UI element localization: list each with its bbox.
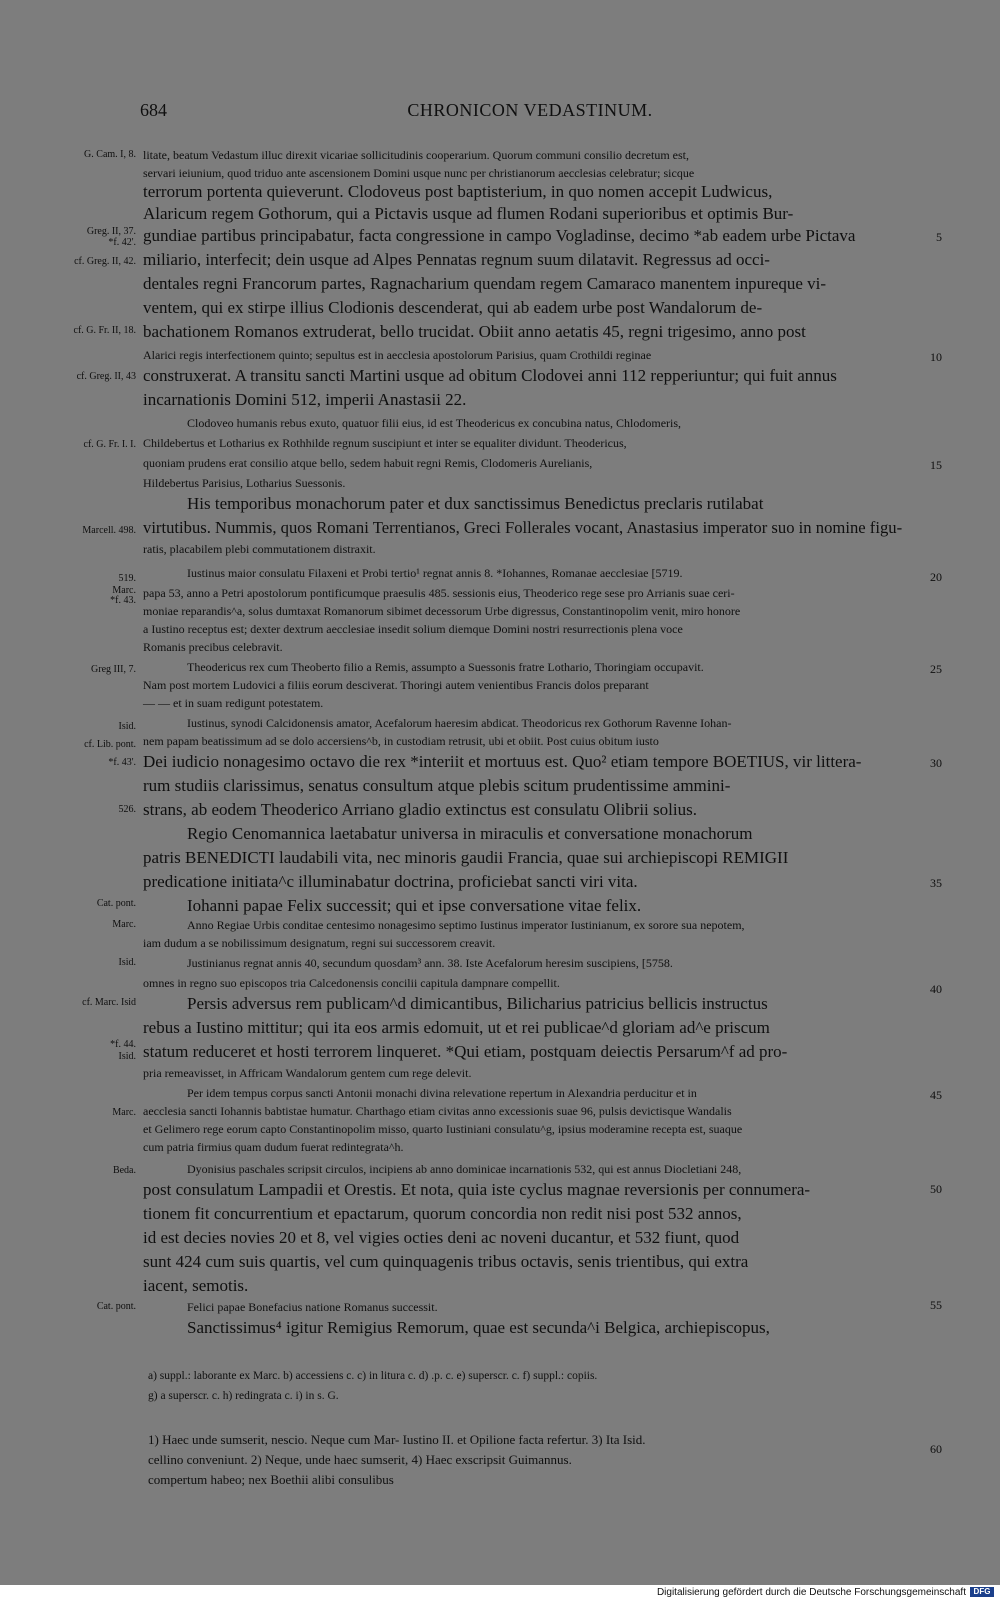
- line-number: 15: [930, 458, 942, 472]
- line-number: 10: [930, 350, 942, 364]
- text-line: bachationem Romanos extruderat, bello trucidat. Obiit anno aetatis 45, regni trigesimo, anno post: [143, 322, 806, 341]
- margin-note: Isid.: [118, 721, 136, 732]
- text-line: omnes in regno suo episcopos tria Calcedonensis concilii capitula dampnare compellit.: [143, 976, 560, 990]
- line-number: 30: [930, 756, 942, 770]
- text-line: His temporibus monachorum pater et dux sanctissimus Benedictus preclaris rutilabat: [187, 494, 764, 513]
- text-line: tionem fit concurrentium et epactarum, quorum concordia non redit nisi post 532 annos,: [143, 1204, 742, 1223]
- text-line: aecclesia sancti Iohannis babtistae humatur. Charthago etiam civitas anno excessionis suae 96, pulsis devictisque Wandalis: [143, 1104, 732, 1118]
- text-line: sunt 424 cum suis quartis, vel cum quinquagenis tribus octavis, senis trientibus, qui extra: [143, 1252, 749, 1271]
- text-line: dentales regni Francorum partes, Ragnacharium quendam regem Camaraco manentem inpureque vi-: [143, 274, 827, 293]
- text-line: construxerat. A transitu sancti Martini usque ad obitum Clodovei anni 112 repperiuntur; qui fuit annus: [143, 366, 837, 385]
- text-line: miliario, interfecit; dein usque ad Alpes Pennatas regnum suum dilatavit. Regressus ad occi-: [143, 250, 770, 269]
- text-line: Nam post mortem Ludovici a filiis eorum desciverat. Thoringi autem venientibus Francis dolos preparant: [143, 678, 649, 692]
- text-line: iam dudum a se nobilissimum designatum, regni sui successorem creavit.: [143, 936, 496, 950]
- text-line: Persis adversus rem publicam^d dimicantibus, Bilicharius patricius bellicis instructus: [187, 994, 768, 1013]
- text-line: rum studiis clarissimus, senatus consultum atque plebis scitum prudentissime ammini-: [143, 776, 731, 795]
- text-line: Alaricum regem Gothorum, qui a Pictavis usque ad flumen Rodani superioribus et optimis Bur-: [143, 204, 794, 223]
- text-line: Dyonisius paschales scripsit circulos, incipiens ab anno dominicae incarnationis 532, qui est annus Diocletiani 248,: [187, 1162, 742, 1176]
- margin-note: cf. Marc. Isid: [82, 997, 136, 1008]
- line-number: 20: [930, 570, 942, 584]
- text-line: Romanis precibus celebravit.: [143, 640, 283, 654]
- text-line: Dei iudicio nonagesimo octavo die rex *interiit et mortuus est. Quo² etiam tempore BOETIUS, vir littera-: [143, 752, 862, 771]
- margin-note: 519.: [118, 573, 136, 584]
- margin-note: *f. 44.: [110, 1039, 136, 1050]
- text-line: cum patria firmius quam dudum fuerat redintegrata^h.: [143, 1140, 404, 1154]
- text-line: Theodericus rex cum Theoberto filio a Remis, assumpto a Suessonis fratre Lothario, Thoringiam occupavit.: [187, 660, 704, 674]
- text-line: Iohanni papae Felix successit; qui et ipse conversatione vitae felix.: [187, 896, 642, 915]
- text-line: et Gelimero rege eorum capto Constantinopolim misso, quarto Iustiniani consulatu^g, ipsius moderamine recepta est, suaque: [143, 1122, 743, 1136]
- apparatus-line: g) a superscr. c. h) redingrata c. i) in s. G.: [148, 1390, 339, 1402]
- text-line: Hildebertus Parisius, Lotharius Suessonis.: [143, 476, 346, 490]
- text-line: incarnationis Domini 512, imperii Anastasii 22.: [143, 390, 467, 409]
- margin-note: Greg. II, 37.: [86, 226, 136, 237]
- margin-note: Greg III, 7.: [91, 664, 136, 675]
- text-line: post consulatum Lampadii et Orestis. Et nota, quia iste cyclus magnae reversionis per connumera-: [143, 1180, 811, 1199]
- line-number: 25: [930, 662, 942, 676]
- line-number: 55: [930, 1298, 942, 1312]
- text-line: strans, ab eodem Theoderico Arriano gladio extinctus est consulatu Olibrii solius.: [143, 800, 697, 819]
- apparatus-line: a) suppl.: laborante ex Marc. b) accessiens c. c) in litura c. d) .p. c. e) superscr. c. f) suppl.: copiis.: [148, 1370, 598, 1382]
- line-number: 5: [936, 230, 942, 244]
- margin-note: Marc.: [112, 585, 136, 596]
- line-number: 35: [930, 876, 942, 890]
- text-line: patris BENEDICTI laudabili vita, nec minoris gaudii Francia, quae sui archiepiscopi REMIGII: [143, 848, 789, 867]
- text-line: servari ieiunium, quod triduo ante ascensionem Domini usque nunc per christianorum aecclesias celebratur; sicque: [143, 166, 695, 180]
- margin-note: Marcell. 498.: [82, 525, 136, 536]
- text-line: Childebertus et Lotharius ex Rothhilde regnum suscipiunt et inter se equaliter dividunt. Theodericus,: [143, 436, 627, 450]
- margin-note: Marc.: [112, 1107, 136, 1118]
- text-line: gundiae partibus principabatur, facta congressione in campo Vogladinse, decimo *ab eadem urbe Pictava: [143, 226, 856, 245]
- line-number: 40: [930, 982, 942, 996]
- line-number: 60: [930, 1442, 942, 1456]
- margin-note: cf. Lib. pont.: [84, 739, 136, 750]
- margin-note: cf. Greg. II, 42.: [74, 256, 136, 267]
- text-line: papa 53, anno a Petri apostolorum pontificumque praesulis 485. sessionis eius, Theoderico rege sese pro Arrianis suae ceri-: [143, 586, 735, 600]
- margin-note: cf. Greg. II, 43: [76, 371, 136, 382]
- text-line: virtutibus. Nummis, quos Romani Terrentianos, Greci Follerales vocant, Anastasius imperator suo in nomine figu-: [143, 518, 903, 537]
- running-title: CHRONICON VEDASTINUM.: [407, 100, 653, 120]
- margin-note: cf. G. Fr. II, 18.: [73, 325, 136, 336]
- text-line: rebus a Iustino mittitur; qui ita eos armis edomuit, ut et rei publicae^d gloriam ad^e priscum: [143, 1018, 770, 1037]
- line-number: 50: [930, 1182, 942, 1196]
- line-number: 45: [930, 1088, 942, 1102]
- text-line: terrorum portenta quieverunt. Clodoveus post baptisterium, in quo nomen accepit Ludwicus,: [143, 182, 773, 201]
- margin-note: Cat. pont.: [96, 1301, 136, 1312]
- margin-note: cf. G. Fr. I. I.: [83, 439, 136, 450]
- footnote-line: cellino conveniunt. 2) Neque, unde haec sumserit, 4) Haec exscripsit Guimannus.: [148, 1452, 572, 1467]
- text-line: Anno Regiae Urbis conditae centesimo nonagesimo septimo Iustinus imperator Iustinianum, ex sorore sua nepotem,: [187, 918, 745, 932]
- text-line: ventem, qui ex stirpe illius Clodionis descenderat, qui ab eadem urbe post Wandalorum de-: [143, 298, 763, 317]
- dfg-logo-icon: DFG: [970, 1587, 994, 1597]
- footnote-line: compertum habeo; nex Boethii alibi consulibus: [148, 1472, 394, 1487]
- margin-note: Isid.: [118, 957, 136, 968]
- text-line: Iustinus, synodi Calcidonensis amator, Acefalorum haeresim abdicat. Theodoricus rex Gothorum Ravenne Iohan-: [187, 716, 732, 730]
- text-line: pria remeavisset, in Affricam Wandalorum gentem cum rege delevit.: [143, 1066, 472, 1080]
- text-line: Sanctissimus⁴ igitur Remigius Remorum, quae est secunda^i Belgica, archiepiscopus,: [187, 1318, 770, 1337]
- text-line: Justinianus regnat annis 40, secundum quosdam³ ann. 38. Iste Acefalorum heresim suscipiens, [5758.: [187, 956, 673, 970]
- margin-note: Marc.: [112, 919, 136, 930]
- text-line: predicatione initiata^c illuminabatur doctrina, proficiebat sancti viri vita.: [143, 872, 638, 891]
- text-line: Regio Cenomannica laetabatur universa in miraculis et conversatione monachorum: [187, 824, 753, 843]
- text-line: a Iustino receptus est; dexter dextrum aecclesiae insedit solium diemque Domini nostri resurrectionis plena voce: [143, 622, 683, 636]
- text-line: id est decies novies 20 et 8, vel vigies octies deni ac noveni ducantur, et 532 fiunt, quod: [143, 1228, 740, 1247]
- funding-credit: Digitalisierung gefördert durch die Deutsche Forschungsgemeinschaft: [656, 1587, 966, 1598]
- margin-note: Cat. pont.: [96, 898, 136, 909]
- margin-note: *f. 43.: [110, 595, 136, 606]
- page-number: 684: [140, 100, 167, 120]
- margin-note: *f. 42'.: [108, 237, 136, 248]
- text-line: iacent, semotis.: [143, 1276, 249, 1295]
- page-header: [140, 100, 920, 130]
- text-line: Clodoveo humanis rebus exuto, quatuor filii eius, id est Theodericus ex concubina natus, Chlodomeris,: [187, 416, 682, 430]
- text-line: nem papam beatissimum ad se dolo accersiens^b, in custodiam retrusit, ubi et obiit. Post cuius obitum iusto: [143, 734, 659, 748]
- text-line: Per idem tempus corpus sancti Antonii monachi divina relevatione repertum in Alexandria perducitur et in: [187, 1086, 697, 1100]
- text-line: Felici papae Bonefacius natione Romanus successit.: [187, 1300, 438, 1314]
- text-line: statum reduceret et hosti terrorem linqueret. *Qui etiam, postquam deiectis Persarum^f ad pro-: [143, 1042, 788, 1061]
- margin-note: 526.: [118, 804, 136, 815]
- footnote-line: 1) Haec unde sumserit, nescio. Neque cum Mar- Iustino II. et Opilione facta refertur. 3) Ita Isid.: [148, 1432, 646, 1447]
- margin-note: Beda.: [112, 1165, 136, 1176]
- margin-note: *f. 43'.: [108, 757, 136, 768]
- text-line: quoniam prudens erat consilio atque bello, sedem habuit regni Remis, Clodomeris Aurelianis,: [143, 456, 593, 470]
- text-line: litate, beatum Vedastum illuc direxit vicariae sollicitudinis cooperarium. Quorum communi consilio decretum est,: [143, 148, 689, 162]
- text-line: moniae reparandis^a, solus dumtaxat Romanorum sibimet decessorum Urbe digressus, Constantinopolim venit, miro honore: [143, 604, 741, 618]
- margin-note: G. Cam. I, 8.: [84, 149, 136, 160]
- text-line: Alarici regis interfectionem quinto; sepultus est in aecclesia apostolorum Parisius, quam Crothildi reginae: [143, 348, 652, 362]
- text-line: Iustinus maior consulatu Filaxeni et Probi tertio¹ regnat annis 8. *Iohannes, Romanae aecclesiae [5719.: [187, 566, 683, 580]
- margin-note: Isid.: [118, 1051, 136, 1062]
- text-line: — — et in suam redigunt potestatem.: [143, 696, 324, 710]
- text-line: ratis, placabilem plebi commutationem distraxit.: [143, 542, 376, 556]
